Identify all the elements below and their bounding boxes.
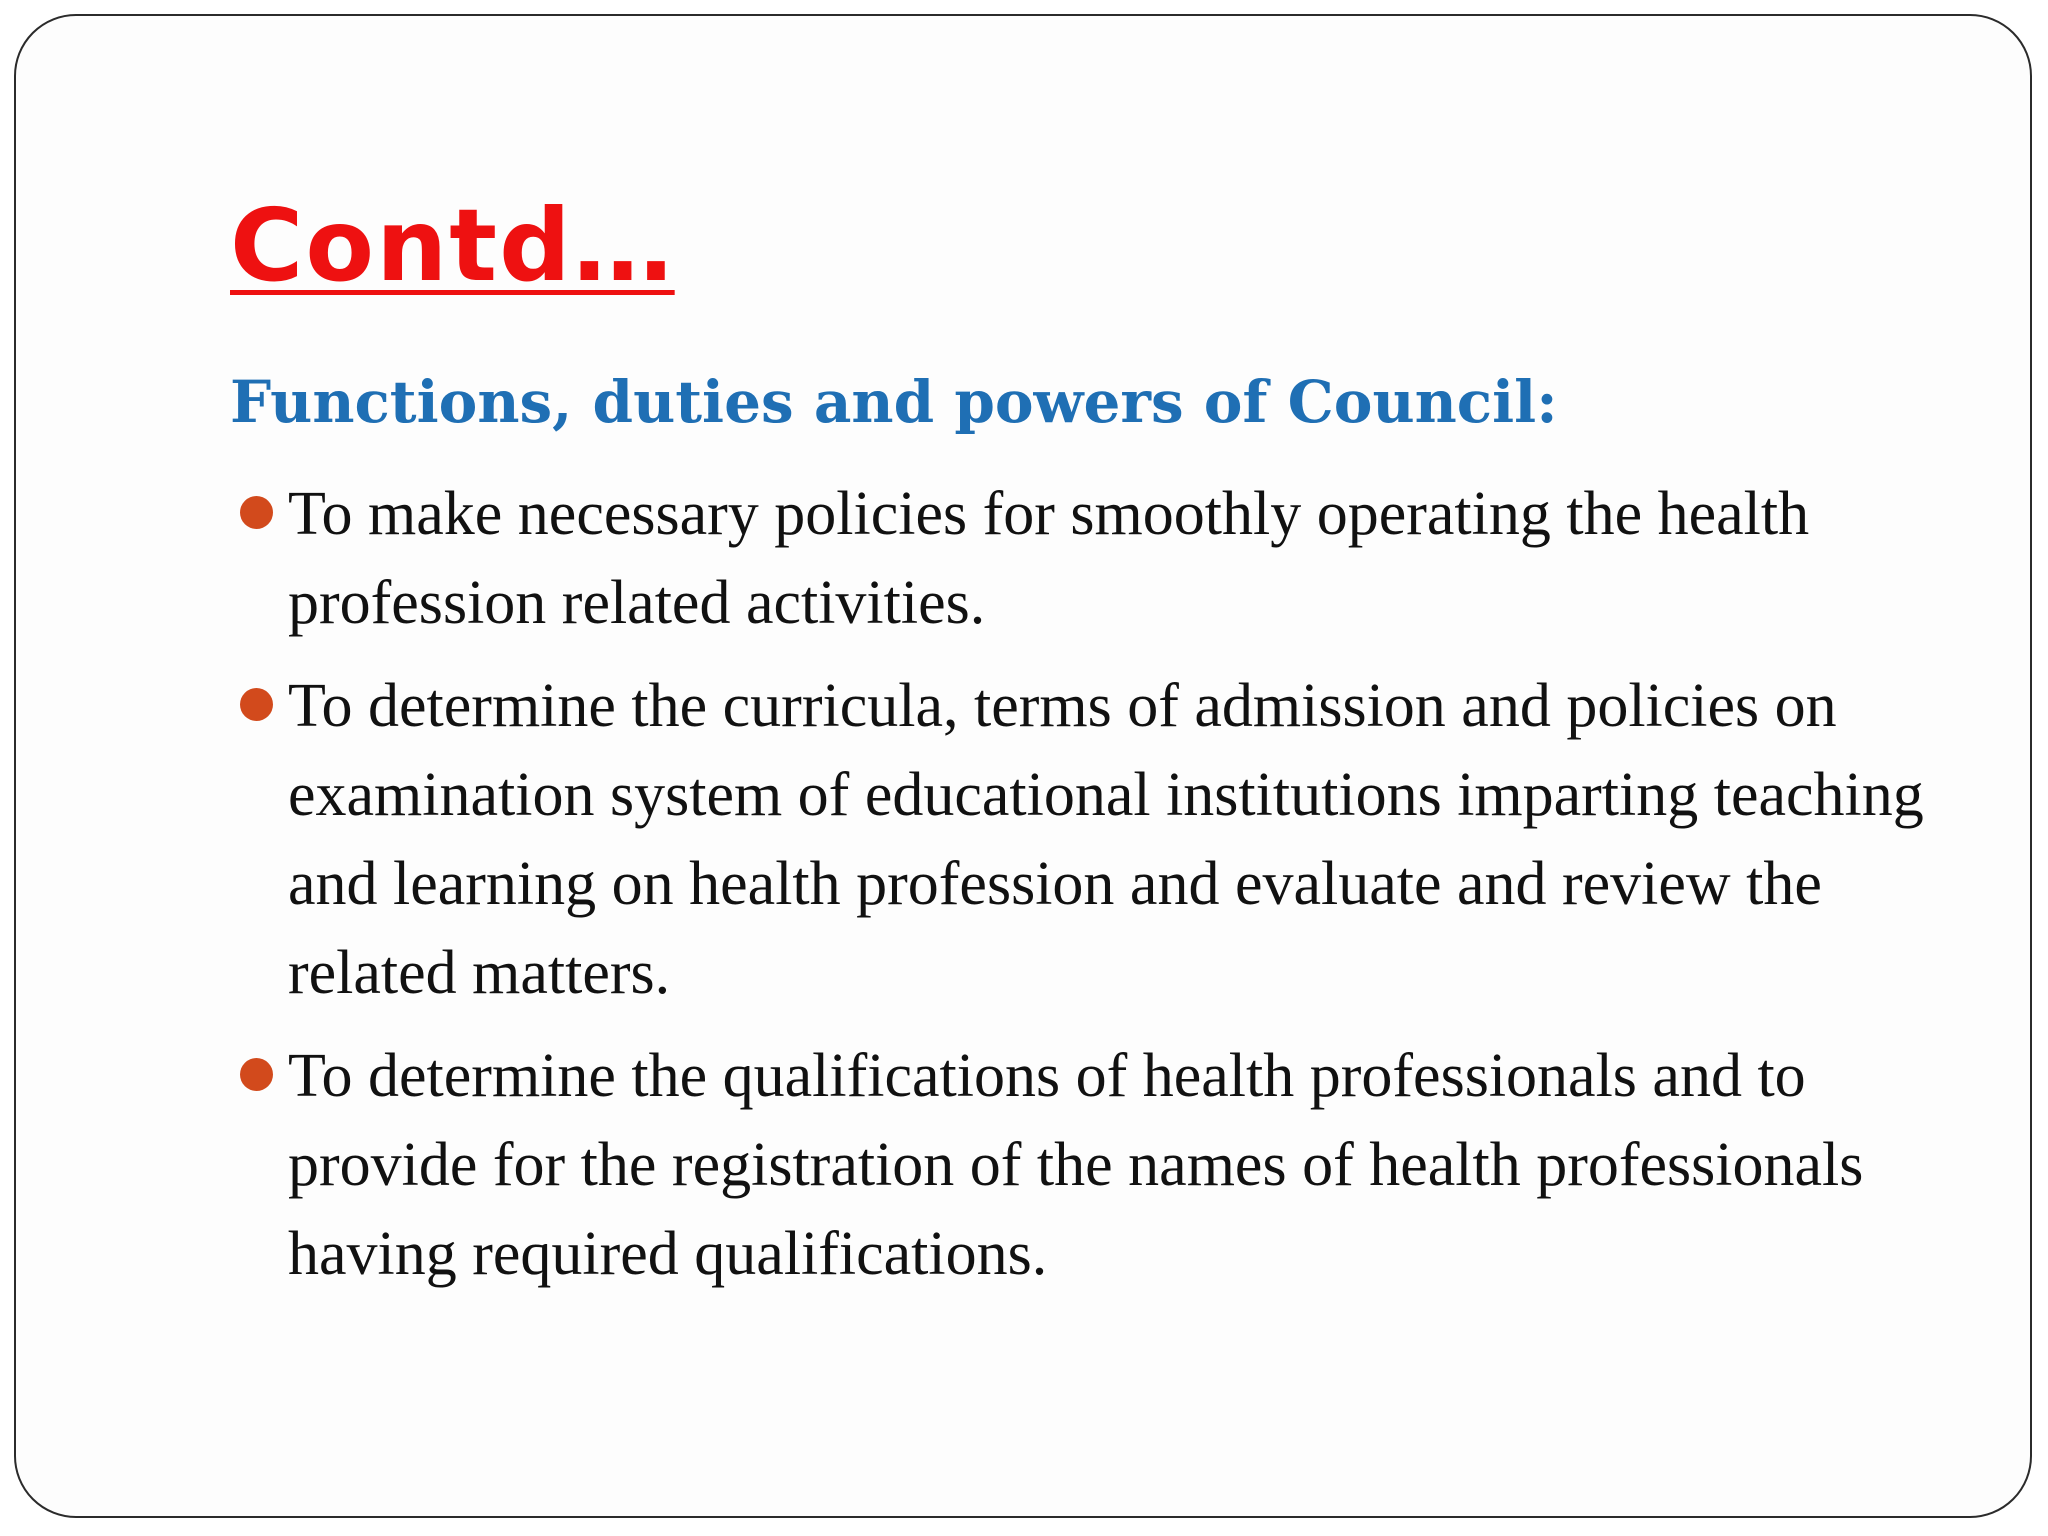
slide-title: Contd…: [230, 187, 675, 304]
bullet-text: To determine the curricula, terms of admission and policies on examination system of educational institutions imparting teaching and learning on health profession and evaluate and review the related matters.: [288, 672, 1924, 1007]
bullet-item: [230, 662, 1970, 1018]
slide-subtitle: Functions, duties and powers of Council:: [230, 368, 1558, 436]
bullet-dot-icon: [240, 1058, 273, 1091]
bullet-text: To determine the qualifications of health professionals and to provide for the registration of the names of health professionals having required qualifications.: [288, 1042, 1864, 1288]
bullet-item: [230, 1032, 1970, 1299]
bullet-item: [230, 470, 1970, 648]
bullet-list: [230, 470, 1970, 1313]
bullet-dot-icon: [240, 688, 273, 721]
bullet-text: To make necessary policies for smoothly operating the health profession related activities.: [288, 480, 1810, 637]
bullet-dot-icon: [240, 496, 273, 529]
slide-frame: [14, 14, 2032, 1518]
